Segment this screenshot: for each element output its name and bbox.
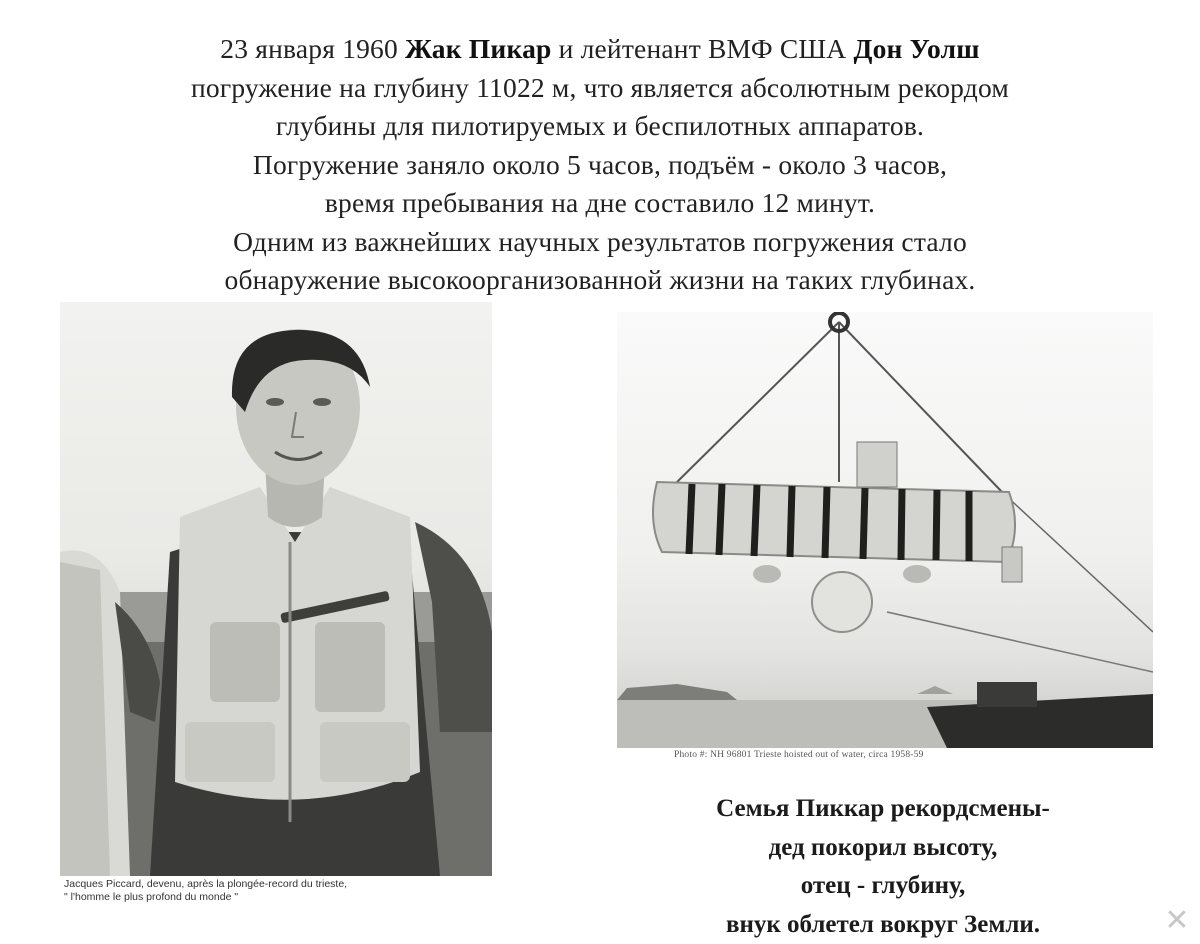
family-line-3: отец - глубину,	[800, 872, 966, 899]
left-caption-line-2: " l'homme le plus profond du monde "	[64, 891, 239, 903]
headline-name-walsh: Дон Уолш	[853, 33, 980, 64]
trieste-photo	[617, 312, 1153, 748]
headline-text	[0, 30, 1200, 300]
piccard-portrait-photo	[60, 302, 492, 876]
headline-line-5: время пребывания на дне составило 12 минут.	[324, 187, 876, 218]
headline-line-4: Погружение заняло около 5 часов, подъём - около 3 часов,	[252, 148, 948, 180]
site-logo-icon: ✕	[1164, 903, 1190, 938]
headline-line-3: глубины для пилотируемых и беспилотных аппаратов.	[275, 110, 925, 141]
headline-mid: и лейтенант ВМФ США	[558, 33, 847, 64]
headline-name-piccard: Жак Пикар	[405, 33, 552, 64]
right-photo-caption: Photo #: NH 96801 Trieste hoisted out of water, circa 1958-59	[674, 750, 924, 760]
family-line-4: внук облетел вокруг Земли.	[725, 910, 1041, 938]
family-line-2: дед покорил высоту,	[768, 833, 998, 861]
family-line-1: Семья Пиккар рекордсмены-	[716, 795, 1050, 822]
left-caption-line-1: Jacques Piccard, devenu, après la plongée-record du trieste,	[64, 878, 348, 890]
headline-date: 23 января 1960	[220, 33, 398, 64]
piccard-family-note	[618, 790, 1148, 944]
headline-line-1	[0, 30, 1200, 69]
left-photo-caption	[64, 878, 504, 904]
headline-line-6: Одним из важнейших научных результатов погружения стало	[233, 225, 967, 257]
headline-line-2: погружение на глубину 11022 м, что является абсолютным рекордом	[191, 71, 1009, 103]
headline-line-7: обнаружение высокоорганизованной жизни на таких глубинах.	[224, 264, 976, 295]
